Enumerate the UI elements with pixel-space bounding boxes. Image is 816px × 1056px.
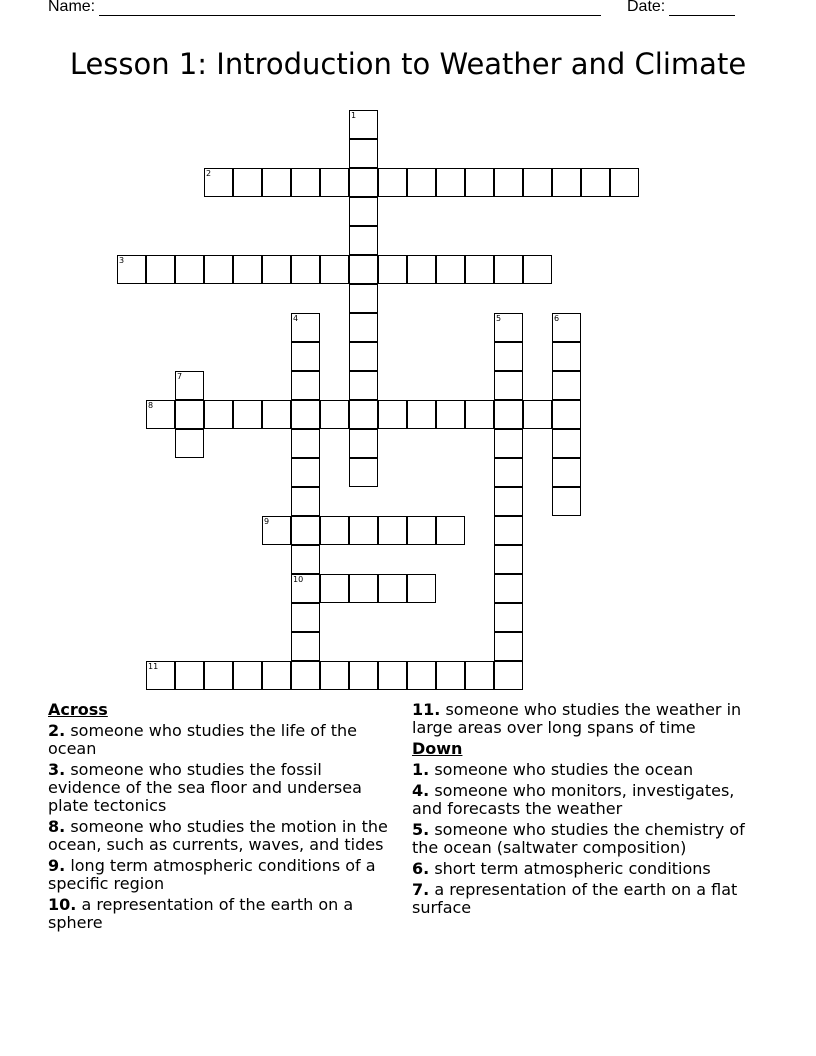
crossword-cell[interactable] [552, 458, 581, 487]
crossword-cell[interactable] [146, 661, 175, 690]
cell-number: 6 [554, 314, 560, 323]
crossword-cell[interactable] [262, 168, 291, 197]
crossword-cell[interactable] [465, 255, 494, 284]
clue-text: short term atmospheric conditions [434, 859, 711, 878]
crossword-cell[interactable] [320, 661, 349, 690]
clue-text: someone who studies the ocean [434, 760, 694, 779]
crossword-cell[interactable] [320, 168, 349, 197]
cell-number: 10 [293, 575, 304, 584]
crossword-cell[interactable] [291, 371, 320, 400]
crossword-cell[interactable] [349, 197, 378, 226]
crossword-cell[interactable] [494, 545, 523, 574]
crossword-cell[interactable] [204, 168, 233, 197]
crossword-cell[interactable] [262, 516, 291, 545]
crossword-cell[interactable] [436, 661, 465, 690]
clue-number: 4. [412, 781, 430, 800]
crossword-cell[interactable] [291, 487, 320, 516]
clue-text: someone who studies the weather in large areas over long spans of time [412, 700, 742, 737]
clue-text: someone who monitors, investigates, and forecasts the weather [412, 781, 735, 818]
crossword-cell[interactable] [407, 168, 436, 197]
clue-text: someone who studies the life of the ocean [48, 721, 358, 758]
cell-number: 1 [351, 111, 357, 120]
crossword-cell[interactable] [436, 400, 465, 429]
crossword-cell[interactable] [552, 429, 581, 458]
crossword-cell[interactable] [349, 110, 378, 139]
crossword-cell[interactable] [378, 255, 407, 284]
clue-text: a representation of the earth on a flat surface [412, 880, 738, 917]
clue-text: someone who studies the fossil evidence of the sea floor and undersea plate tectonics [48, 760, 362, 815]
crossword-cell[interactable] [552, 371, 581, 400]
crossword-cell[interactable] [494, 487, 523, 516]
crossword-cell[interactable] [523, 400, 552, 429]
crossword-cell[interactable] [465, 400, 494, 429]
cell-number: 4 [293, 314, 299, 323]
crossword-cell[interactable] [494, 168, 523, 197]
down-heading: Down [412, 739, 463, 758]
cell-number: 9 [264, 517, 270, 526]
clue-text: someone who studies the chemistry of the ocean (saltwater composition) [412, 820, 745, 857]
date-label: Date: [627, 0, 666, 15]
crossword-cell[interactable] [291, 458, 320, 487]
crossword-cell[interactable] [349, 255, 378, 284]
cell-number: 2 [206, 169, 212, 178]
crossword-cell[interactable] [494, 400, 523, 429]
crossword-cell[interactable] [291, 603, 320, 632]
crossword-cell[interactable] [146, 255, 175, 284]
crossword-cell[interactable] [262, 661, 291, 690]
crossword-cell[interactable] [494, 632, 523, 661]
clue-across-9 [48, 857, 393, 893]
crossword-cell[interactable] [204, 661, 233, 690]
crossword-cell[interactable] [291, 429, 320, 458]
crossword-cell[interactable] [233, 400, 262, 429]
crossword-cell[interactable] [436, 516, 465, 545]
clue-down-1 [412, 761, 757, 779]
clue-text: long term atmospheric conditions of a specific region [48, 856, 376, 893]
clue-across-8 [48, 818, 393, 854]
clue-down-5 [412, 821, 757, 857]
crossword-cell[interactable] [349, 400, 378, 429]
clue-down-6 [412, 860, 757, 878]
cell-number: 7 [177, 372, 183, 381]
crossword-cell[interactable] [233, 255, 262, 284]
clues-right-column [412, 701, 757, 920]
clues-left-column [48, 701, 393, 935]
cell-number: 8 [148, 401, 154, 410]
clue-number: 6. [412, 859, 430, 878]
crossword-cell[interactable] [175, 429, 204, 458]
crossword-cell[interactable] [494, 574, 523, 603]
crossword-cell[interactable] [320, 574, 349, 603]
crossword-cell[interactable] [436, 255, 465, 284]
crossword-cell[interactable] [291, 400, 320, 429]
clue-number: 9. [48, 856, 66, 875]
crossword-cell[interactable] [494, 255, 523, 284]
clue-down-4 [412, 782, 757, 818]
crossword-cell[interactable] [291, 516, 320, 545]
crossword-cell[interactable] [436, 168, 465, 197]
crossword-cell[interactable] [494, 371, 523, 400]
crossword-cell[interactable] [349, 168, 378, 197]
crossword-cell[interactable] [494, 458, 523, 487]
crossword-cell[interactable] [349, 226, 378, 255]
crossword-cell[interactable] [494, 313, 523, 342]
clue-text: a representation of the earth on a sphere [48, 895, 354, 932]
crossword-cell[interactable] [349, 371, 378, 400]
crossword-cell[interactable] [494, 661, 523, 690]
clue-number: 11. [412, 700, 441, 719]
clue-number: 2. [48, 721, 66, 740]
crossword-cell[interactable] [494, 342, 523, 371]
clue-number: 1. [412, 760, 430, 779]
crossword-cell[interactable] [407, 516, 436, 545]
crossword-cell[interactable] [378, 661, 407, 690]
crossword-cell[interactable] [349, 516, 378, 545]
crossword-cell[interactable] [262, 400, 291, 429]
crossword-cell[interactable] [349, 284, 378, 313]
cell-number: 11 [148, 662, 159, 671]
crossword-cell[interactable] [407, 255, 436, 284]
crossword-cell[interactable] [349, 429, 378, 458]
crossword-cell[interactable] [552, 168, 581, 197]
crossword-cell[interactable] [378, 574, 407, 603]
crossword-cell[interactable] [552, 487, 581, 516]
clue-number: 8. [48, 817, 66, 836]
crossword-cell[interactable] [523, 168, 552, 197]
clue-text: someone who studies the motion in the ocean, such as currents, waves, and tides [48, 817, 388, 854]
crossword-cell[interactable] [320, 400, 349, 429]
crossword-cell[interactable] [233, 661, 262, 690]
crossword-cell[interactable] [291, 313, 320, 342]
crossword-cell[interactable] [378, 400, 407, 429]
name-label: Name: [48, 0, 96, 15]
crossword-cell[interactable] [262, 255, 291, 284]
crossword-cell[interactable] [233, 168, 262, 197]
crossword-cell[interactable] [291, 545, 320, 574]
crossword-cell[interactable] [407, 661, 436, 690]
crossword-cell[interactable] [117, 255, 146, 284]
crossword-cell[interactable] [552, 342, 581, 371]
crossword-cell[interactable] [349, 458, 378, 487]
crossword-cell[interactable] [175, 371, 204, 400]
crossword-cell[interactable] [320, 516, 349, 545]
crossword-cell[interactable] [349, 313, 378, 342]
crossword-cell[interactable] [320, 255, 349, 284]
clue-across-11 [412, 701, 757, 737]
crossword-cell[interactable] [407, 400, 436, 429]
crossword-cell[interactable] [523, 255, 552, 284]
crossword-cell[interactable] [204, 400, 233, 429]
clue-across-10 [48, 896, 393, 932]
crossword-cell[interactable] [465, 661, 494, 690]
crossword-cell[interactable] [291, 632, 320, 661]
crossword-cell[interactable] [610, 168, 639, 197]
crossword-cell[interactable] [378, 516, 407, 545]
crossword-cell[interactable] [349, 342, 378, 371]
crossword-cell[interactable] [349, 661, 378, 690]
crossword-cell[interactable] [175, 661, 204, 690]
clue-number: 7. [412, 880, 430, 899]
clue-across-3 [48, 761, 393, 815]
crossword-cell[interactable] [581, 168, 610, 197]
crossword-cell[interactable] [291, 342, 320, 371]
cell-number: 3 [119, 256, 125, 265]
crossword-cell[interactable] [552, 400, 581, 429]
crossword-cell[interactable] [175, 255, 204, 284]
worksheet-title: Lesson 1: Introduction to Weather and Climate [69, 47, 747, 81]
clue-number: 10. [48, 895, 77, 914]
crossword-cell[interactable] [291, 255, 320, 284]
clue-number: 3. [48, 760, 66, 779]
crossword-cell[interactable] [378, 168, 407, 197]
cell-number: 5 [496, 314, 502, 323]
crossword-cell[interactable] [407, 574, 436, 603]
clue-down-7 [412, 881, 757, 917]
crossword-cell[interactable] [291, 168, 320, 197]
clue-number: 5. [412, 820, 430, 839]
crossword-cell[interactable] [204, 255, 233, 284]
crossword-cell[interactable] [494, 516, 523, 545]
across-heading: Across [48, 700, 108, 719]
clue-across-2 [48, 722, 393, 758]
crossword-cell[interactable] [349, 574, 378, 603]
crossword-cell[interactable] [465, 168, 494, 197]
crossword-cell[interactable] [291, 661, 320, 690]
crossword-cell[interactable] [291, 574, 320, 603]
crossword-cell[interactable] [552, 313, 581, 342]
crossword-cell[interactable] [175, 400, 204, 429]
crossword-cell[interactable] [494, 603, 523, 632]
crossword-cell[interactable] [494, 429, 523, 458]
crossword-cell[interactable] [349, 139, 378, 168]
crossword-cell[interactable] [146, 400, 175, 429]
